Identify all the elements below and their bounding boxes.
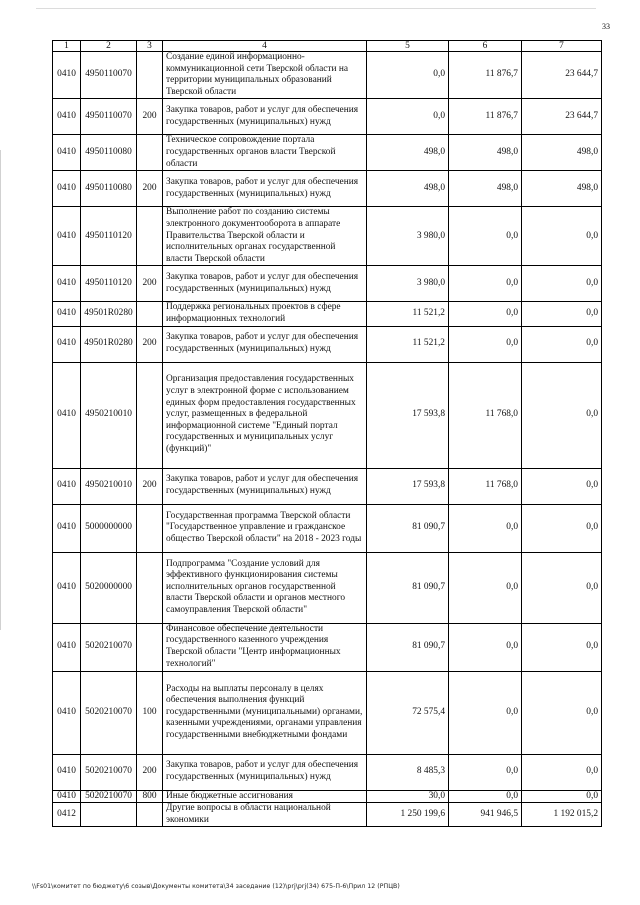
amount-col6-cell: 498,0 [449, 171, 522, 207]
amount-col7-cell: 23 644,7 [522, 52, 602, 99]
expense-type-cell: 200 [137, 99, 163, 135]
item-name-cell: Расходы на выплаты персоналу в целях обеспечения выполнения функций государственными (муниципальными) органами, казенными учреждениями, органами управления государственными внебюджетными фондами [163, 671, 367, 754]
target-article-cell: 5020000000 [81, 552, 137, 623]
target-article-cell: 4950110080 [81, 171, 137, 207]
section-code-cell: 0410 [53, 207, 81, 266]
expense-type-cell [137, 623, 163, 671]
amount-col7-cell: 23 644,7 [522, 99, 602, 135]
amount-col5-cell: 1 250 199,6 [367, 803, 449, 827]
table-header-row [53, 41, 602, 52]
target-article-cell: 49501R0280 [81, 326, 137, 362]
expense-type-cell [137, 552, 163, 623]
expense-type-cell: 200 [137, 754, 163, 790]
table-row [53, 302, 602, 326]
table-row [53, 623, 602, 671]
expense-type-cell: 200 [137, 326, 163, 362]
amount-col7-cell: 0,0 [522, 790, 602, 803]
amount-col6-cell: 0,0 [449, 504, 522, 552]
item-name-cell: Другие вопросы в области национальной экономики [163, 803, 367, 827]
section-code-cell: 0410 [53, 326, 81, 362]
expense-type-cell: 200 [137, 468, 163, 504]
amount-col6-cell: 11 768,0 [449, 362, 522, 468]
amount-col5-cell: 11 521,2 [367, 302, 449, 326]
expense-type-cell: 200 [137, 266, 163, 302]
item-name-cell: Закупка товаров, работ и услуг для обеспечения государственных (муниципальных) нужд [163, 99, 367, 135]
amount-col7-cell: 0,0 [522, 671, 602, 754]
target-article-cell: 5020210070 [81, 754, 137, 790]
expense-type-cell [137, 362, 163, 468]
table-row [53, 207, 602, 266]
item-name-cell: Закупка товаров, работ и услуг для обеспечения государственных (муниципальных) нужд [163, 468, 367, 504]
target-article-cell: 4950110120 [81, 207, 137, 266]
scan-artifact-edge [0, 150, 1, 630]
amount-col7-cell: 1 192 015,2 [522, 803, 602, 827]
amount-col6-cell: 0,0 [449, 207, 522, 266]
header-col-3: 3 [137, 41, 163, 52]
amount-col5-cell: 3 980,0 [367, 207, 449, 266]
item-name-cell: Закупка товаров, работ и услуг для обеспечения государственных (муниципальных) нужд [163, 171, 367, 207]
expense-type-cell [137, 302, 163, 326]
expense-type-cell [137, 504, 163, 552]
section-code-cell: 0410 [53, 99, 81, 135]
expense-type-cell: 800 [137, 790, 163, 803]
amount-col5-cell: 8 485,3 [367, 754, 449, 790]
amount-col6-cell: 11 768,0 [449, 468, 522, 504]
table-row [53, 754, 602, 790]
target-article-cell: 4950210010 [81, 468, 137, 504]
table-row [53, 504, 602, 552]
amount-col5-cell: 3 980,0 [367, 266, 449, 302]
table-row [53, 362, 602, 468]
table-row [53, 99, 602, 135]
table-row [53, 803, 602, 827]
amount-col6-cell: 0,0 [449, 326, 522, 362]
table-row [53, 171, 602, 207]
table-row [53, 468, 602, 504]
section-code-cell: 0410 [53, 504, 81, 552]
amount-col6-cell: 0,0 [449, 266, 522, 302]
section-code-cell: 0410 [53, 171, 81, 207]
expense-type-cell [137, 207, 163, 266]
amount-col5-cell: 81 090,7 [367, 623, 449, 671]
amount-col7-cell: 0,0 [522, 302, 602, 326]
amount-col6-cell: 0,0 [449, 671, 522, 754]
header-col-5: 5 [367, 41, 449, 52]
amount-col5-cell: 0,0 [367, 99, 449, 135]
table-row [53, 135, 602, 171]
section-code-cell: 0410 [53, 135, 81, 171]
amount-col7-cell: 498,0 [522, 171, 602, 207]
amount-col5-cell: 498,0 [367, 171, 449, 207]
amount-col7-cell: 0,0 [522, 754, 602, 790]
section-code-cell: 0410 [53, 671, 81, 754]
amount-col6-cell: 498,0 [449, 135, 522, 171]
header-col-4: 4 [163, 41, 367, 52]
item-name-cell: Техническое сопровождение портала государственных органов власти Тверской области [163, 135, 367, 171]
expense-type-cell [137, 52, 163, 99]
header-col-6: 6 [449, 41, 522, 52]
target-article-cell: 4950110080 [81, 135, 137, 171]
expense-type-cell: 100 [137, 671, 163, 754]
amount-col6-cell: 0,0 [449, 552, 522, 623]
section-code-cell: 0410 [53, 302, 81, 326]
expense-type-cell [137, 803, 163, 827]
amount-col6-cell: 11 876,7 [449, 99, 522, 135]
amount-col5-cell: 0,0 [367, 52, 449, 99]
table-row [53, 552, 602, 623]
item-name-cell: Создание единой информационно-коммуникационной сети Тверской области на территории муниципальных образований Тверской области [163, 52, 367, 99]
target-article-cell: 4950110070 [81, 52, 137, 99]
amount-col7-cell: 498,0 [522, 135, 602, 171]
item-name-cell: Подпрограмма "Создание условий для эффективного функционирования системы исполнительных органов государственной власти Тверской области и органов местного самоуправления Тверской области" [163, 552, 367, 623]
target-article-cell: 5020210070 [81, 623, 137, 671]
section-code-cell: 0410 [53, 754, 81, 790]
amount-col7-cell: 0,0 [522, 504, 602, 552]
table-row [53, 790, 602, 803]
file-path-footer: \\Fs01\комитет по бюджету\6 созыв\Документы комитета\34 заседание (12)\prj\prj(34) 675-П-6\Прил 12 (РПЦВ) [32, 883, 400, 890]
section-code-cell: 0410 [53, 790, 81, 803]
amount-col6-cell: 11 876,7 [449, 52, 522, 99]
amount-col5-cell: 30,0 [367, 790, 449, 803]
amount-col5-cell: 11 521,2 [367, 326, 449, 362]
target-article-cell: 5000000000 [81, 504, 137, 552]
item-name-cell: Выполнение работ по созданию системы электронного документооборота в аппарате Правительства Тверской области и исполнительных органах государственной власти Тверской области [163, 207, 367, 266]
amount-col5-cell: 17 593,8 [367, 468, 449, 504]
table-row [53, 326, 602, 362]
item-name-cell: Государственная программа Тверской области "Государственное управление и гражданское общество Тверской области" на 2018 - 2023 годы [163, 504, 367, 552]
header-col-2: 2 [81, 41, 137, 52]
scan-artifact-line [36, 8, 596, 9]
item-name-cell: Закупка товаров, работ и услуг для обеспечения государственных (муниципальных) нужд [163, 754, 367, 790]
expense-type-cell [137, 135, 163, 171]
item-name-cell: Финансовое обеспечение деятельности государственного казенного учреждения Тверской области "Центр информационных технологий" [163, 623, 367, 671]
amount-col6-cell: 941 946,5 [449, 803, 522, 827]
section-code-cell: 0410 [53, 52, 81, 99]
target-article-cell: 4950110070 [81, 99, 137, 135]
section-code-cell: 0410 [53, 266, 81, 302]
target-article-cell: 4950110120 [81, 266, 137, 302]
amount-col7-cell: 0,0 [522, 326, 602, 362]
header-col-7: 7 [522, 41, 602, 52]
amount-col7-cell: 0,0 [522, 266, 602, 302]
header-col-1: 1 [53, 41, 81, 52]
budget-table [52, 40, 602, 827]
amount-col5-cell: 81 090,7 [367, 504, 449, 552]
item-name-cell: Поддержка региональных проектов в сфере информационных технологий [163, 302, 367, 326]
expense-type-cell: 200 [137, 171, 163, 207]
section-code-cell: 0410 [53, 362, 81, 468]
item-name-cell: Организация предоставления государственных услуг в электронной форме с использованием единых форм предоставления государственных услуг, размещенных в федеральной информационной системе "Единый портал государственных и муниципальных услуг (функций)" [163, 362, 367, 468]
target-article-cell: 4950210010 [81, 362, 137, 468]
item-name-cell: Иные бюджетные ассигнования [163, 790, 367, 803]
amount-col5-cell: 72 575,4 [367, 671, 449, 754]
amount-col7-cell: 0,0 [522, 468, 602, 504]
table-row [53, 671, 602, 754]
amount-col6-cell: 0,0 [449, 754, 522, 790]
target-article-cell: 5020210070 [81, 671, 137, 754]
table-row [53, 52, 602, 99]
amount-col6-cell: 0,0 [449, 790, 522, 803]
amount-col5-cell: 17 593,8 [367, 362, 449, 468]
item-name-cell: Закупка товаров, работ и услуг для обеспечения государственных (муниципальных) нужд [163, 266, 367, 302]
target-article-cell: 49501R0280 [81, 302, 137, 326]
amount-col5-cell: 81 090,7 [367, 552, 449, 623]
amount-col7-cell: 0,0 [522, 207, 602, 266]
target-article-cell: 5020210070 [81, 790, 137, 803]
item-name-cell: Закупка товаров, работ и услуг для обеспечения государственных (муниципальных) нужд [163, 326, 367, 362]
table-row [53, 266, 602, 302]
section-code-cell: 0412 [53, 803, 81, 827]
section-code-cell: 0410 [53, 623, 81, 671]
amount-col6-cell: 0,0 [449, 302, 522, 326]
amount-col7-cell: 0,0 [522, 623, 602, 671]
page-number: 33 [602, 22, 610, 31]
section-code-cell: 0410 [53, 552, 81, 623]
amount-col5-cell: 498,0 [367, 135, 449, 171]
target-article-cell [81, 803, 137, 827]
amount-col7-cell: 0,0 [522, 362, 602, 468]
section-code-cell: 0410 [53, 468, 81, 504]
amount-col7-cell: 0,0 [522, 552, 602, 623]
amount-col6-cell: 0,0 [449, 623, 522, 671]
